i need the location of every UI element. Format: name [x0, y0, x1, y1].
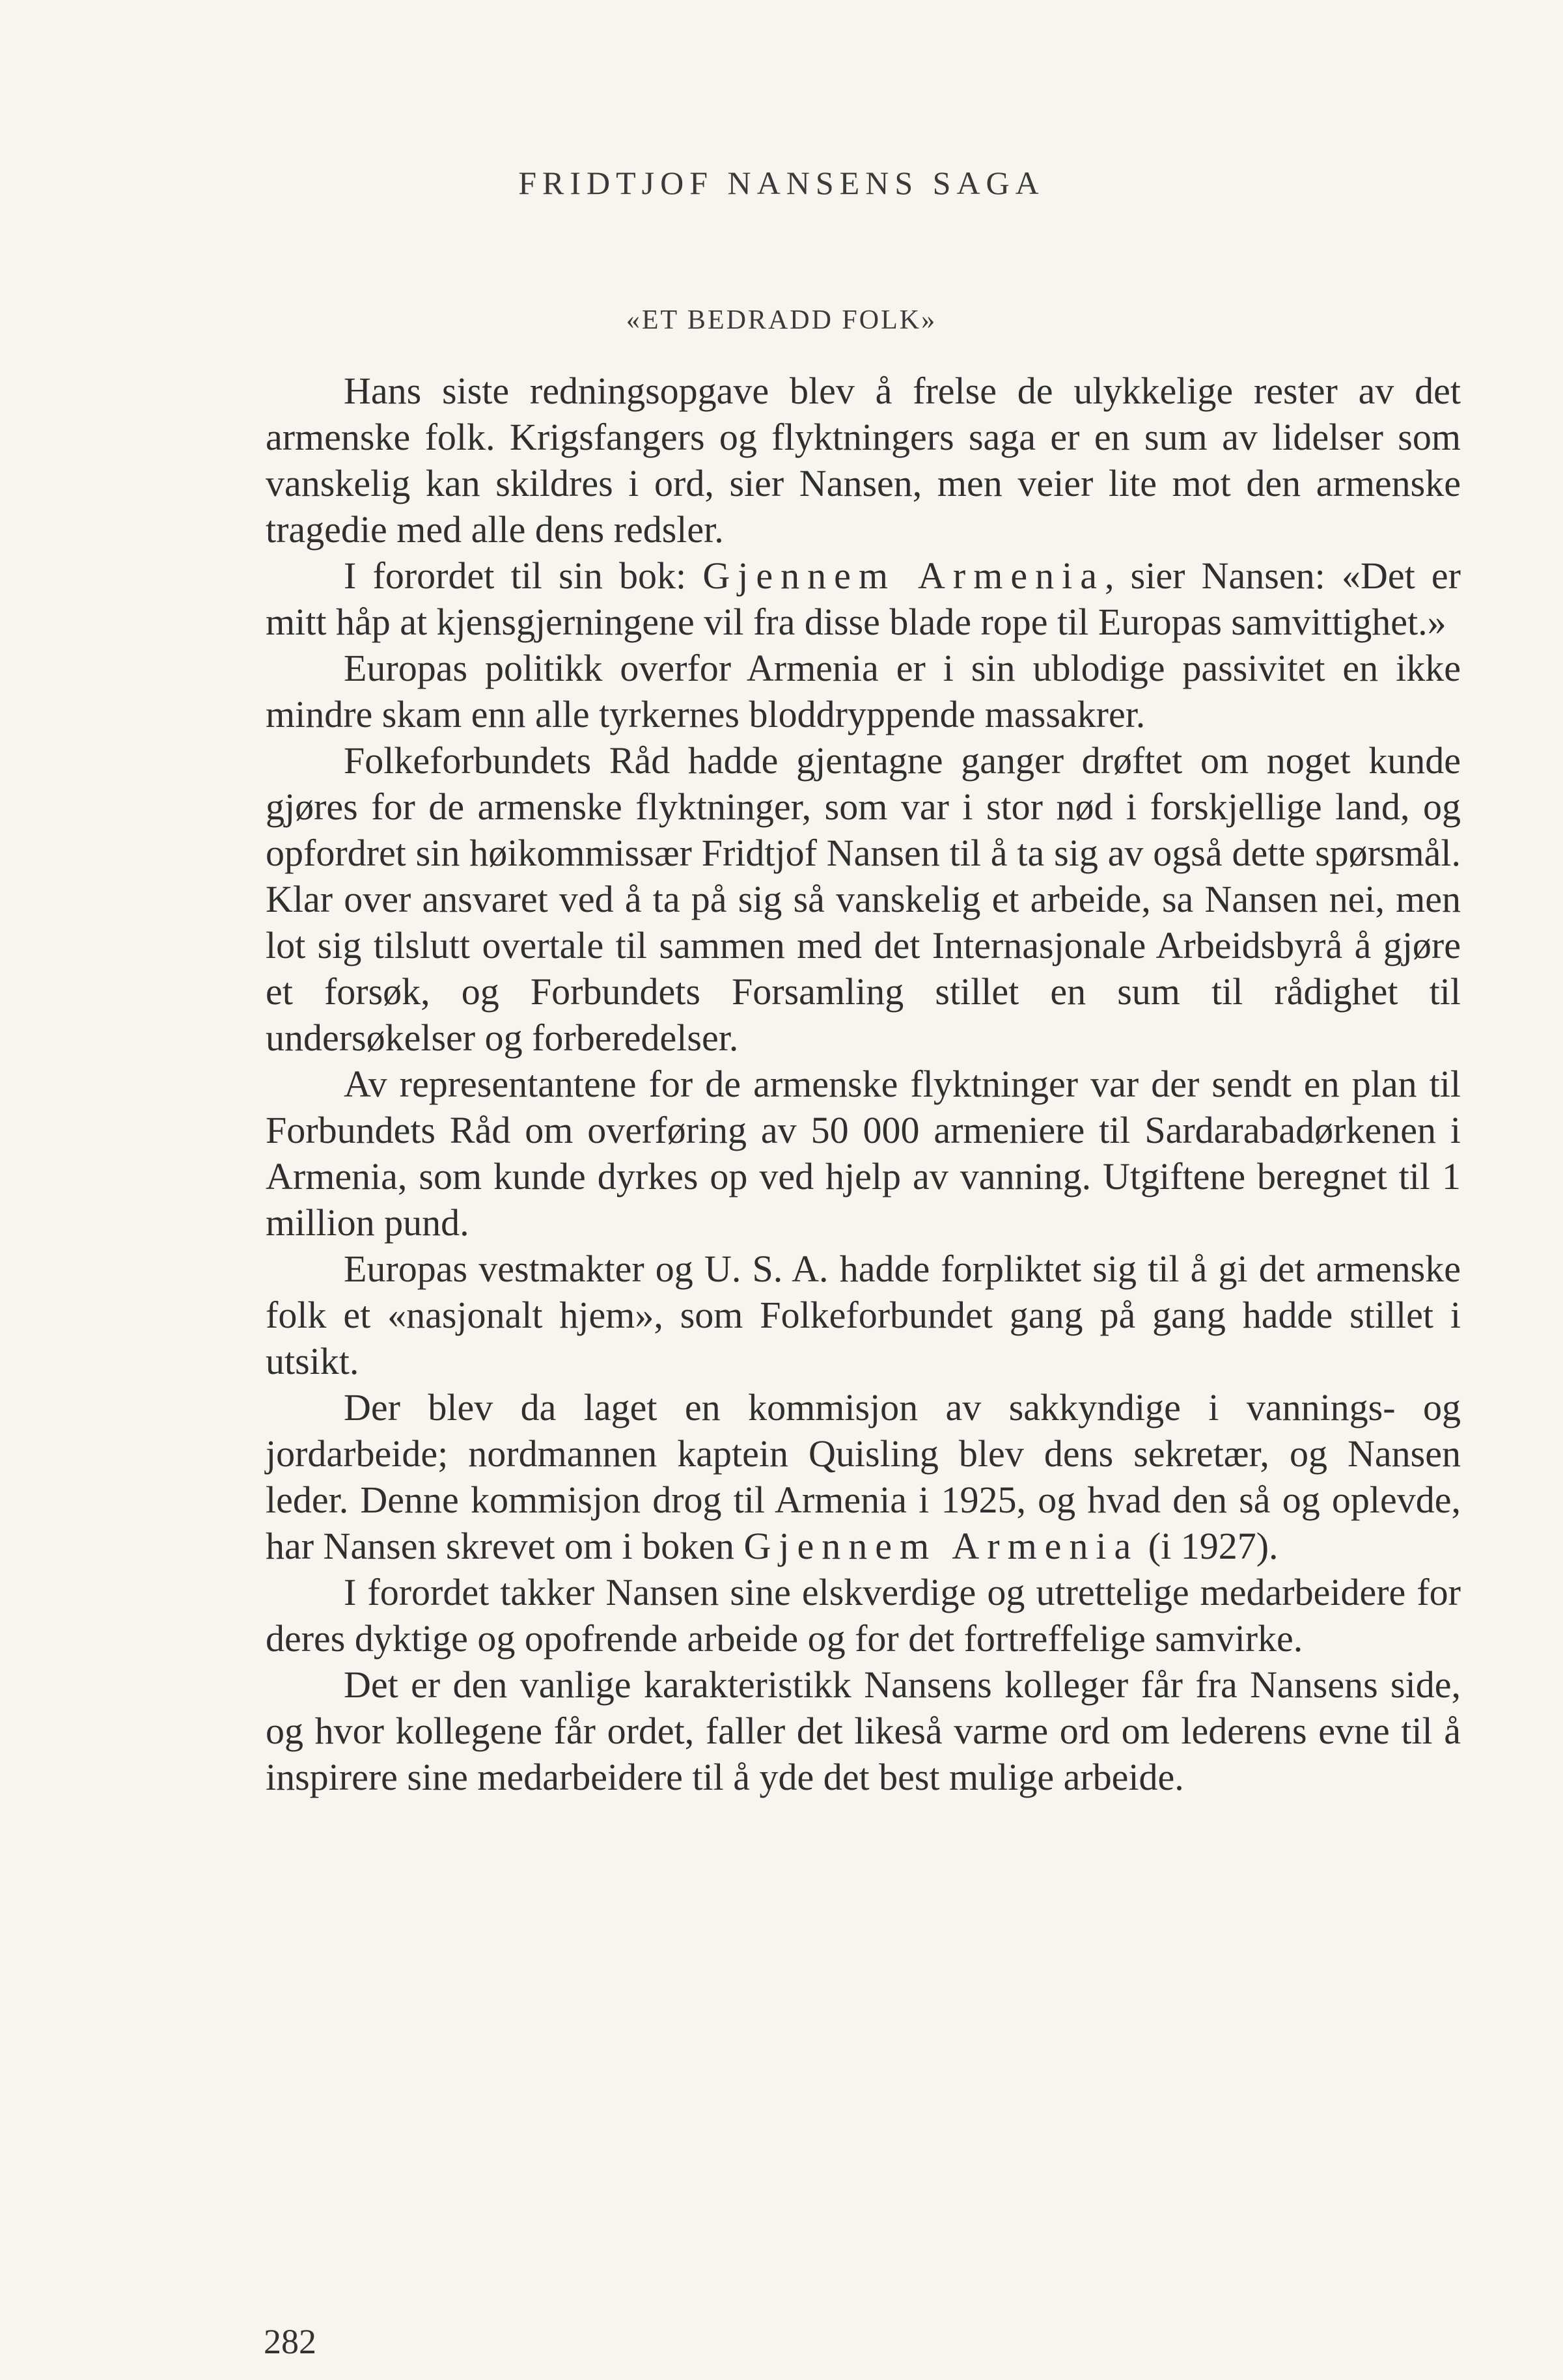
paragraph-5: Av representantene for de armenske flyktninger var der sendt en plan til Forbundets Råd om overføring av 50 000 armeniere til Sardarabadørkenen i Armenia, som kunde dyrkes op ved hjelp av vanning. Utgiftene beregnet til 1 million pund. — [266, 1063, 1461, 1244]
paragraph-9: Det er den vanlige karakteristikk Nansens kolleger får fra Nansens side, og hvor kollegene får ordet, faller det likeså varme ord om lederens evne til å inspirere sine medarbeidere til å yde det best mulige arbeide. — [266, 1663, 1461, 1798]
section-title: «ET BEDRADD FOLK» — [626, 305, 937, 335]
paragraph-4: Folkeforbundets Råd hadde gjentagne ganger drøftet om noget kunde gjøres for de armenske flyktninger, som var i stor nød i forskjellige land, og opfordret sin høikommissær Fridtjof Nansen til å ta sig av også dette spørsmål. Klar over ansvaret ved å ta på sig så vanskelig et arbeide, sa Nansen nei, men lot sig tilslutt overtale til sammen med det Internasjonale Arbeidsbyrå å gjøre et forsøk, og Forbundets Forsamling stillet en sum til rådighet til undersøkelser og forberedelser. — [266, 739, 1461, 1059]
paragraph-3: Europas politikk overfor Armenia er i sin ublodige passivitet en ikke mindre skam enn alle tyrkernes bloddryppende massakrer. — [266, 647, 1461, 735]
running-head: FRIDTJOF NANSENS SAGA — [518, 165, 1045, 201]
paragraph-2-end: , sier Nansen: «Det er mitt håp at kjensgjerningene vil fra disse blade rope til Europas samvittighet.» — [266, 554, 1461, 643]
paragraph-7-start: Der blev da laget en kommisjon av sakkyndige i vannings- og jordarbeide; nordmannen kaptein Quisling blev dens sekretær, og Nansen leder. Denne kommisjon drog til Armenia i 1925, og hvad den så og oplevde, har Nansen skrevet om i boken — [266, 1386, 1461, 1567]
paragraph-7-end: (i 1927). — [1139, 1525, 1279, 1567]
paragraph-6: Europas vestmakter og U. S. A. hadde forpliktet sig til å gi det armenske folk et «nasjonalt hjem», som Folkeforbundet gang på gang hadde stillet i utsikt. — [266, 1248, 1461, 1382]
paragraph-8: I forordet takker Nansen sine elskverdige og utrettelige medarbeidere for deres dyktige og opofrende arbeide og for det fortreffelige samvirke. — [266, 1571, 1461, 1660]
paragraph-2-start: I forordet til sin bok: — [344, 554, 703, 597]
book-title: Gjennem Armenia — [702, 554, 1105, 597]
paragraph-2 — [266, 553, 1461, 645]
page-number: 282 — [264, 2322, 316, 2361]
book-title: Gjennem Armenia — [743, 1525, 1139, 1567]
paragraph-7 — [266, 1384, 1461, 1569]
paragraph-1: Hans siste redningsopgave blev å frelse de ulykkelige rester av det armenske folk. Krigsfangers og flyktningers saga er en sum av lidelser som vanskelig kan skildres i ord, sier Nansen, men veier lite mot den armenske tragedie med alle dens redsler. — [266, 370, 1461, 551]
body-text — [266, 368, 1461, 1800]
